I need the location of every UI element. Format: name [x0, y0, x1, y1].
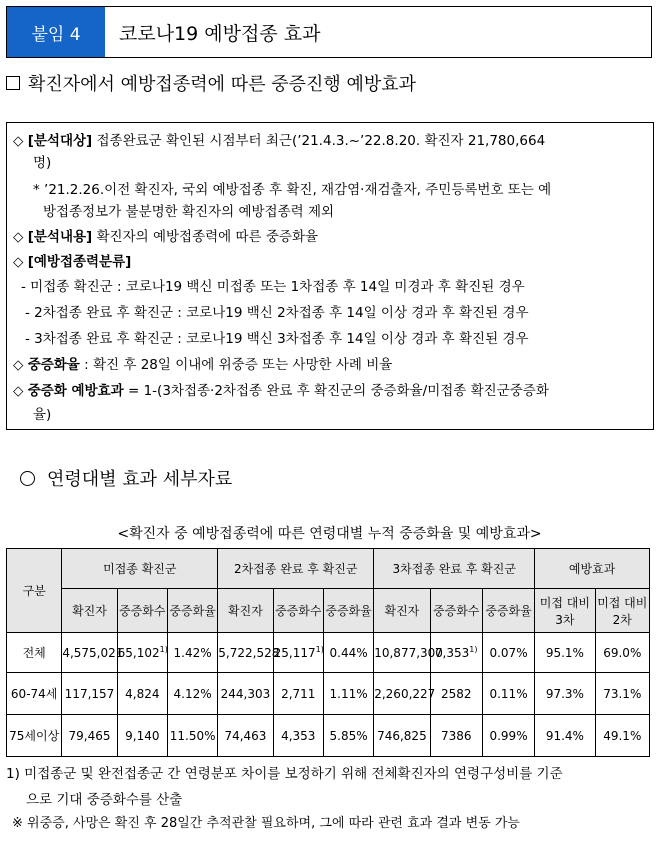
table-cell: 25,117$^{1)}$: [273, 633, 323, 673]
box-line-target: ◇ [분석대상] 접종완료군 확인된 시점부터 최근(’21.4.3.~’22.8.20. 확진자 21,780,664: [13, 133, 546, 149]
subheader: 확진자: [374, 589, 430, 633]
table-caption: <확진자 중 예방접종력에 따른 연령대별 누적 중증화율 및 예방효과>: [117, 526, 542, 542]
subheader: 확진자: [218, 589, 273, 633]
table-cell: 117,157: [62, 673, 117, 715]
section2-heading: [20, 465, 232, 491]
header-dose3: 3차접종 완료 후 확진군: [374, 549, 535, 589]
row-label: 전체: [7, 633, 62, 673]
table-cell: 5.85%: [323, 715, 373, 757]
subheader: 중증화율: [167, 589, 217, 633]
table-row: [7, 715, 650, 757]
header-dose2: 2차접종 완료 후 확진군: [218, 549, 374, 589]
header-gubun: 구분: [7, 549, 62, 633]
table-row: [7, 633, 650, 673]
table-row: [7, 673, 650, 715]
table-cell: 4.12%: [167, 673, 217, 715]
analysis-box: [6, 122, 654, 430]
table-cell: 5,722,528: [218, 633, 273, 673]
box-line-exclusion-cont: 방접종정보가 불분명한 확진자의 예방접종력 제외: [43, 204, 335, 220]
table-cell: 2,260,227: [374, 673, 430, 715]
subheader: 중증화율: [482, 589, 534, 633]
section1-title: 확진자에서 예방접종력에 따른 중증진행 예방효과: [28, 74, 417, 95]
table-cell: 91.4%: [535, 715, 595, 757]
table-cell: 7,353$^{1)}$: [430, 633, 482, 673]
table-cell: 1.11%: [323, 673, 373, 715]
row-label: 75세이상: [7, 715, 62, 757]
attachment-tag: 붙임 4: [7, 7, 105, 57]
footnote-1-cont: 으로 기대 중증화수를 산출: [26, 792, 183, 808]
table-cell: 4,575,021: [62, 633, 117, 673]
box-line-dose2: - 2차접종 완료 후 확진군 : 코로나19 백신 2차접종 후 14일 이상 경과 후 확진된 경우: [25, 305, 529, 321]
box-line-target-cont: 명): [33, 155, 52, 171]
table-cell: 746,825: [374, 715, 430, 757]
box-line-dose3: - 3차접종 완료 후 확진군 : 코로나19 백신 3차접종 후 14일 이상 경과 후 확진된 경우: [25, 331, 529, 347]
subheader: 중증화수: [117, 589, 167, 633]
square-bullet-icon: [6, 76, 20, 90]
page-title: 코로나19 예방접종 효과: [119, 22, 321, 45]
table-cell: 2582: [430, 673, 482, 715]
subheader: 중증화수: [273, 589, 323, 633]
table-cell: 95.1%: [535, 633, 595, 673]
table-cell: 79,465: [62, 715, 117, 757]
table-cell: 0.44%: [323, 633, 373, 673]
page-header: [6, 6, 652, 58]
table-cell: 0.07%: [482, 633, 534, 673]
table-cell: 4,353: [273, 715, 323, 757]
row-label: 60-74세: [7, 673, 62, 715]
header-effect: 예방효과: [535, 549, 650, 589]
table-cell: 73.1%: [595, 673, 649, 715]
table-cell: 1.42%: [167, 633, 217, 673]
subheader: 미접 대비 2차: [595, 589, 649, 633]
table-cell: 0.11%: [482, 673, 534, 715]
subheader: 미접 대비 3차: [535, 589, 595, 633]
table-cell: 49.1%: [595, 715, 649, 757]
table-cell: 2,711: [273, 673, 323, 715]
table-cell: 65,102$^{1)}$: [117, 633, 167, 673]
circle-bullet-icon: [20, 471, 35, 486]
box-line-effect-cont: 율): [33, 407, 52, 423]
subheader: 중증화수: [430, 589, 482, 633]
table-cell: 0.99%: [482, 715, 534, 757]
table-cell: 74,463: [218, 715, 273, 757]
footnote-1: 1) 미접종군 및 완전접종군 간 연령분포 차이를 보정하기 위해 전체확진자의 연령구성비를 기준: [6, 766, 563, 782]
table-cell: 10,877,300: [374, 633, 430, 673]
box-line-content: ◇ [분석내용] 확진자의 예방접종력에 따른 중증화율: [13, 229, 319, 245]
table-cell: 7386: [430, 715, 482, 757]
box-line-exclusion: * ’21.2.26.이전 확진자, 국외 예방접종 후 확진, 재감염·재검출자, 주민등록번호 또는 예: [33, 182, 552, 198]
section2-title: 연령대별 효과 세부자료: [47, 469, 233, 490]
box-line-effect: ◇ 중증화 예방효과 = 1-(3차접종·2차접종 완료 후 확진군의 중증화율/미접종 확진군중증화: [13, 383, 549, 399]
box-line-unvax: - 미접종 확진군 : 코로나19 백신 미접종 또는 1차접종 후 14일 미경과 후 확진된 경우: [21, 279, 525, 295]
subheader: 확진자: [62, 589, 117, 633]
header-unvax: 미접종 확진군: [62, 549, 218, 589]
table-cell: 11.50%: [167, 715, 217, 757]
box-line-severity-rate: ◇ 중증화율 : 확진 후 28일 이내에 위중증 또는 사망한 사례 비율: [13, 357, 393, 373]
effect-table: [6, 548, 650, 757]
table-cell: 69.0%: [595, 633, 649, 673]
table-cell: 4,824: [117, 673, 167, 715]
box-line-classification: ◇ [예방접종력분류]: [13, 254, 132, 270]
table-cell: 97.3%: [535, 673, 595, 715]
table-cell: 9,140: [117, 715, 167, 757]
footnote-2: ※ 위중증, 사망은 확진 후 28일간 추적관찰 필요하며, 그에 따라 관련 효과 결과 변동 가능: [12, 816, 520, 831]
table-cell: 244,303: [218, 673, 273, 715]
section1-heading: [6, 70, 416, 96]
subheader: 중증화율: [323, 589, 373, 633]
